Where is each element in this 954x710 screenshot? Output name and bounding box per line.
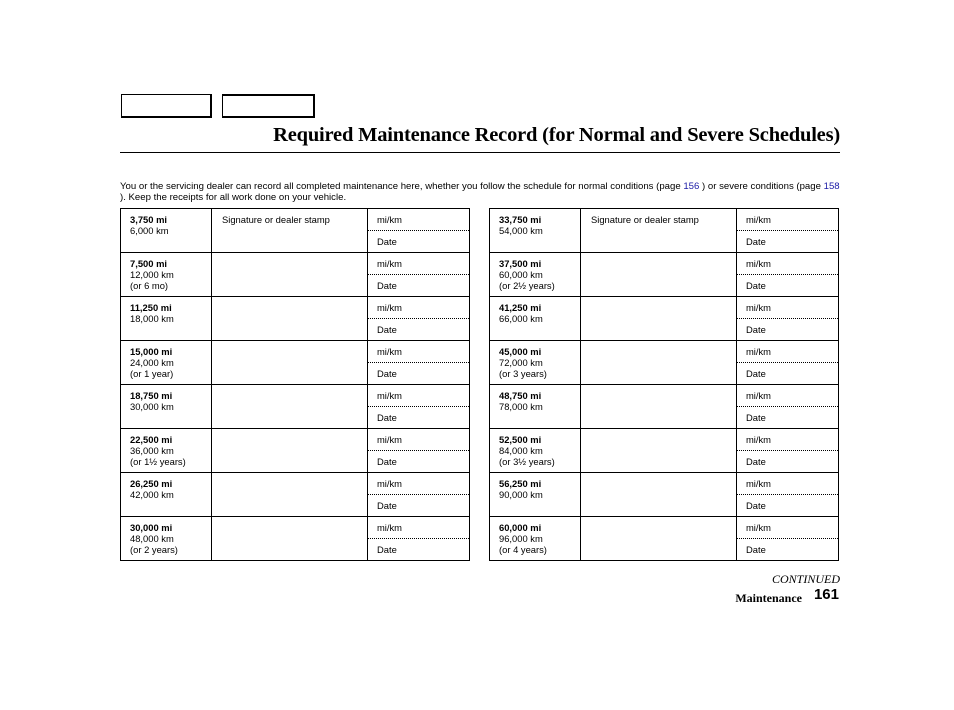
signature-cell[interactable]: [212, 517, 368, 561]
interval-km: 12,000 km: [130, 269, 174, 280]
interval-km: 72,000 km: [499, 357, 543, 368]
date-field[interactable]: Date: [737, 363, 839, 385]
interval-miles: 37,500 mi: [499, 258, 542, 269]
table-row: [490, 385, 839, 407]
interval-time: (or 3½ years): [499, 456, 555, 467]
maintenance-record-table-left: [120, 208, 470, 561]
mileage-field[interactable]: mi/km: [737, 517, 839, 539]
date-field[interactable]: Date: [368, 407, 470, 429]
date-field[interactable]: Date: [368, 539, 470, 561]
interval-miles: 33,750 mi: [499, 214, 542, 225]
interval-cell: [121, 209, 212, 253]
mileage-field[interactable]: mi/km: [737, 253, 839, 275]
interval-km: 54,000 km: [499, 225, 543, 236]
mileage-field[interactable]: mi/km: [737, 297, 839, 319]
interval-cell: [490, 473, 581, 517]
mileage-field[interactable]: mi/km: [737, 209, 839, 231]
interval-cell: [121, 385, 212, 429]
interval-cell: [490, 385, 581, 429]
interval-cell: [490, 341, 581, 385]
intro-text-2: ) or severe conditions (page: [699, 181, 824, 192]
table-row: [490, 517, 839, 539]
interval-miles: 56,250 mi: [499, 478, 542, 489]
table-row: [121, 341, 470, 363]
interval-time: (or 4 years): [499, 544, 547, 555]
table-row: [121, 297, 470, 319]
interval-cell: [121, 253, 212, 297]
table-row: [490, 209, 839, 231]
interval-miles: 15,000 mi: [130, 346, 173, 357]
table-row: [490, 473, 839, 495]
date-field[interactable]: Date: [737, 407, 839, 429]
mileage-field[interactable]: mi/km: [368, 429, 470, 451]
table-row: [121, 473, 470, 495]
title-divider: [120, 152, 840, 153]
table-row: [490, 297, 839, 319]
maintenance-record-table-right: [489, 208, 839, 561]
mileage-field[interactable]: mi/km: [737, 385, 839, 407]
interval-km: 6,000 km: [130, 225, 169, 236]
interval-km: 18,000 km: [130, 313, 174, 324]
interval-miles: 3,750 mi: [130, 214, 168, 225]
interval-km: 96,000 km: [499, 533, 543, 544]
interval-cell: [490, 517, 581, 561]
interval-cell: [490, 297, 581, 341]
table-row: [490, 429, 839, 451]
date-field[interactable]: Date: [368, 451, 470, 473]
mileage-field[interactable]: mi/km: [368, 297, 470, 319]
date-field[interactable]: Date: [368, 275, 470, 297]
table-row: [121, 253, 470, 275]
nav-button-main-menu[interactable]: [121, 94, 212, 118]
interval-cell: [121, 517, 212, 561]
page-number: 161: [813, 586, 839, 603]
interval-time: (or 6 mo): [130, 280, 169, 291]
interval-miles: 41,250 mi: [499, 302, 542, 313]
intro-text-1: You or the servicing dealer can record all completed maintenance here, whether you follow the schedule for normal conditions (page: [120, 181, 684, 192]
interval-time: (or 1½ years): [130, 456, 186, 467]
page-title: Required Maintenance Record (for Normal and Severe Schedules): [273, 124, 840, 146]
interval-cell: [490, 253, 581, 297]
signature-cell[interactable]: [581, 341, 737, 385]
interval-km: 30,000 km: [130, 401, 174, 412]
table-row: [490, 341, 839, 363]
date-field[interactable]: Date: [368, 363, 470, 385]
table-row: [490, 253, 839, 275]
interval-miles: 48,750 mi: [499, 390, 542, 401]
interval-cell: [121, 341, 212, 385]
interval-miles: 52,500 mi: [499, 434, 542, 445]
interval-cell: [121, 473, 212, 517]
table-row: [121, 385, 470, 407]
table-row: [121, 209, 470, 231]
continued-label: CONTINUED: [771, 572, 840, 586]
date-field[interactable]: Date: [368, 495, 470, 517]
interval-miles: 22,500 mi: [130, 434, 173, 445]
signature-cell[interactable]: [581, 297, 737, 341]
interval-km: 24,000 km: [130, 357, 174, 368]
intro-paragraph: [120, 181, 840, 203]
date-field[interactable]: Date: [368, 319, 470, 341]
interval-miles: 45,000 mi: [499, 346, 542, 357]
signature-cell[interactable]: [212, 429, 368, 473]
date-field[interactable]: Date: [737, 451, 839, 473]
mileage-field[interactable]: mi/km: [737, 473, 839, 495]
interval-km: 66,000 km: [499, 313, 543, 324]
table-row: [121, 429, 470, 451]
interval-miles: 7,500 mi: [130, 258, 168, 269]
interval-km: 90,000 km: [499, 489, 543, 500]
interval-km: 42,000 km: [130, 489, 174, 500]
interval-km: 84,000 km: [499, 445, 543, 456]
date-field[interactable]: Date: [737, 495, 839, 517]
signature-cell[interactable]: [581, 209, 737, 253]
interval-cell: [121, 429, 212, 473]
signature-cell[interactable]: [212, 209, 368, 253]
date-field[interactable]: Date: [737, 275, 839, 297]
interval-km: 60,000 km: [499, 269, 543, 280]
date-field[interactable]: Date: [737, 319, 839, 341]
nav-button-section-index[interactable]: [222, 94, 315, 118]
interval-time: (or 3 years): [499, 368, 547, 379]
interval-time: (or 2½ years): [499, 280, 555, 291]
interval-km: 78,000 km: [499, 401, 543, 412]
signature-header: Signature or dealer stamp: [222, 214, 330, 225]
interval-miles: 11,250 mi: [130, 302, 172, 313]
mileage-field[interactable]: mi/km: [368, 385, 470, 407]
signature-cell[interactable]: [212, 253, 368, 297]
date-field[interactable]: Date: [737, 231, 839, 253]
mileage-field[interactable]: mi/km: [368, 473, 470, 495]
interval-km: 48,000 km: [130, 533, 174, 544]
interval-miles: 30,000 mi: [130, 522, 173, 533]
footer-section-title: Maintenance: [735, 591, 802, 605]
signature-cell[interactable]: [581, 385, 737, 429]
interval-time: (or 2 years): [130, 544, 178, 555]
interval-time: (or 1 year): [130, 368, 174, 379]
signature-cell[interactable]: [212, 341, 368, 385]
interval-miles: 60,000 mi: [499, 522, 542, 533]
mileage-field[interactable]: mi/km: [737, 429, 839, 451]
page-link-severe[interactable]: 158: [823, 181, 840, 192]
interval-miles: 26,250 mi: [130, 478, 173, 489]
signature-cell[interactable]: [212, 473, 368, 517]
signature-cell[interactable]: [581, 473, 737, 517]
interval-cell: [121, 297, 212, 341]
interval-miles: 18,750 mi: [130, 390, 173, 401]
signature-cell[interactable]: [581, 253, 737, 297]
page-link-normal[interactable]: 156: [683, 181, 700, 192]
signature-header: Signature or dealer stamp: [591, 214, 699, 225]
mileage-field[interactable]: mi/km: [368, 209, 470, 231]
table-row: [121, 517, 470, 539]
signature-cell[interactable]: [581, 517, 737, 561]
interval-cell: [490, 209, 581, 253]
date-field[interactable]: Date: [368, 231, 470, 253]
signature-cell[interactable]: [212, 297, 368, 341]
intro-text-3: ). Keep the receipts for all work done on your vehicle.: [120, 192, 347, 203]
interval-km: 36,000 km: [130, 445, 174, 456]
date-field[interactable]: Date: [737, 539, 839, 561]
mileage-field[interactable]: mi/km: [737, 341, 839, 363]
mileage-field[interactable]: mi/km: [368, 341, 470, 363]
mileage-field[interactable]: mi/km: [368, 517, 470, 539]
signature-cell[interactable]: [212, 385, 368, 429]
mileage-field[interactable]: mi/km: [368, 253, 470, 275]
signature-cell[interactable]: [581, 429, 737, 473]
interval-cell: [490, 429, 581, 473]
